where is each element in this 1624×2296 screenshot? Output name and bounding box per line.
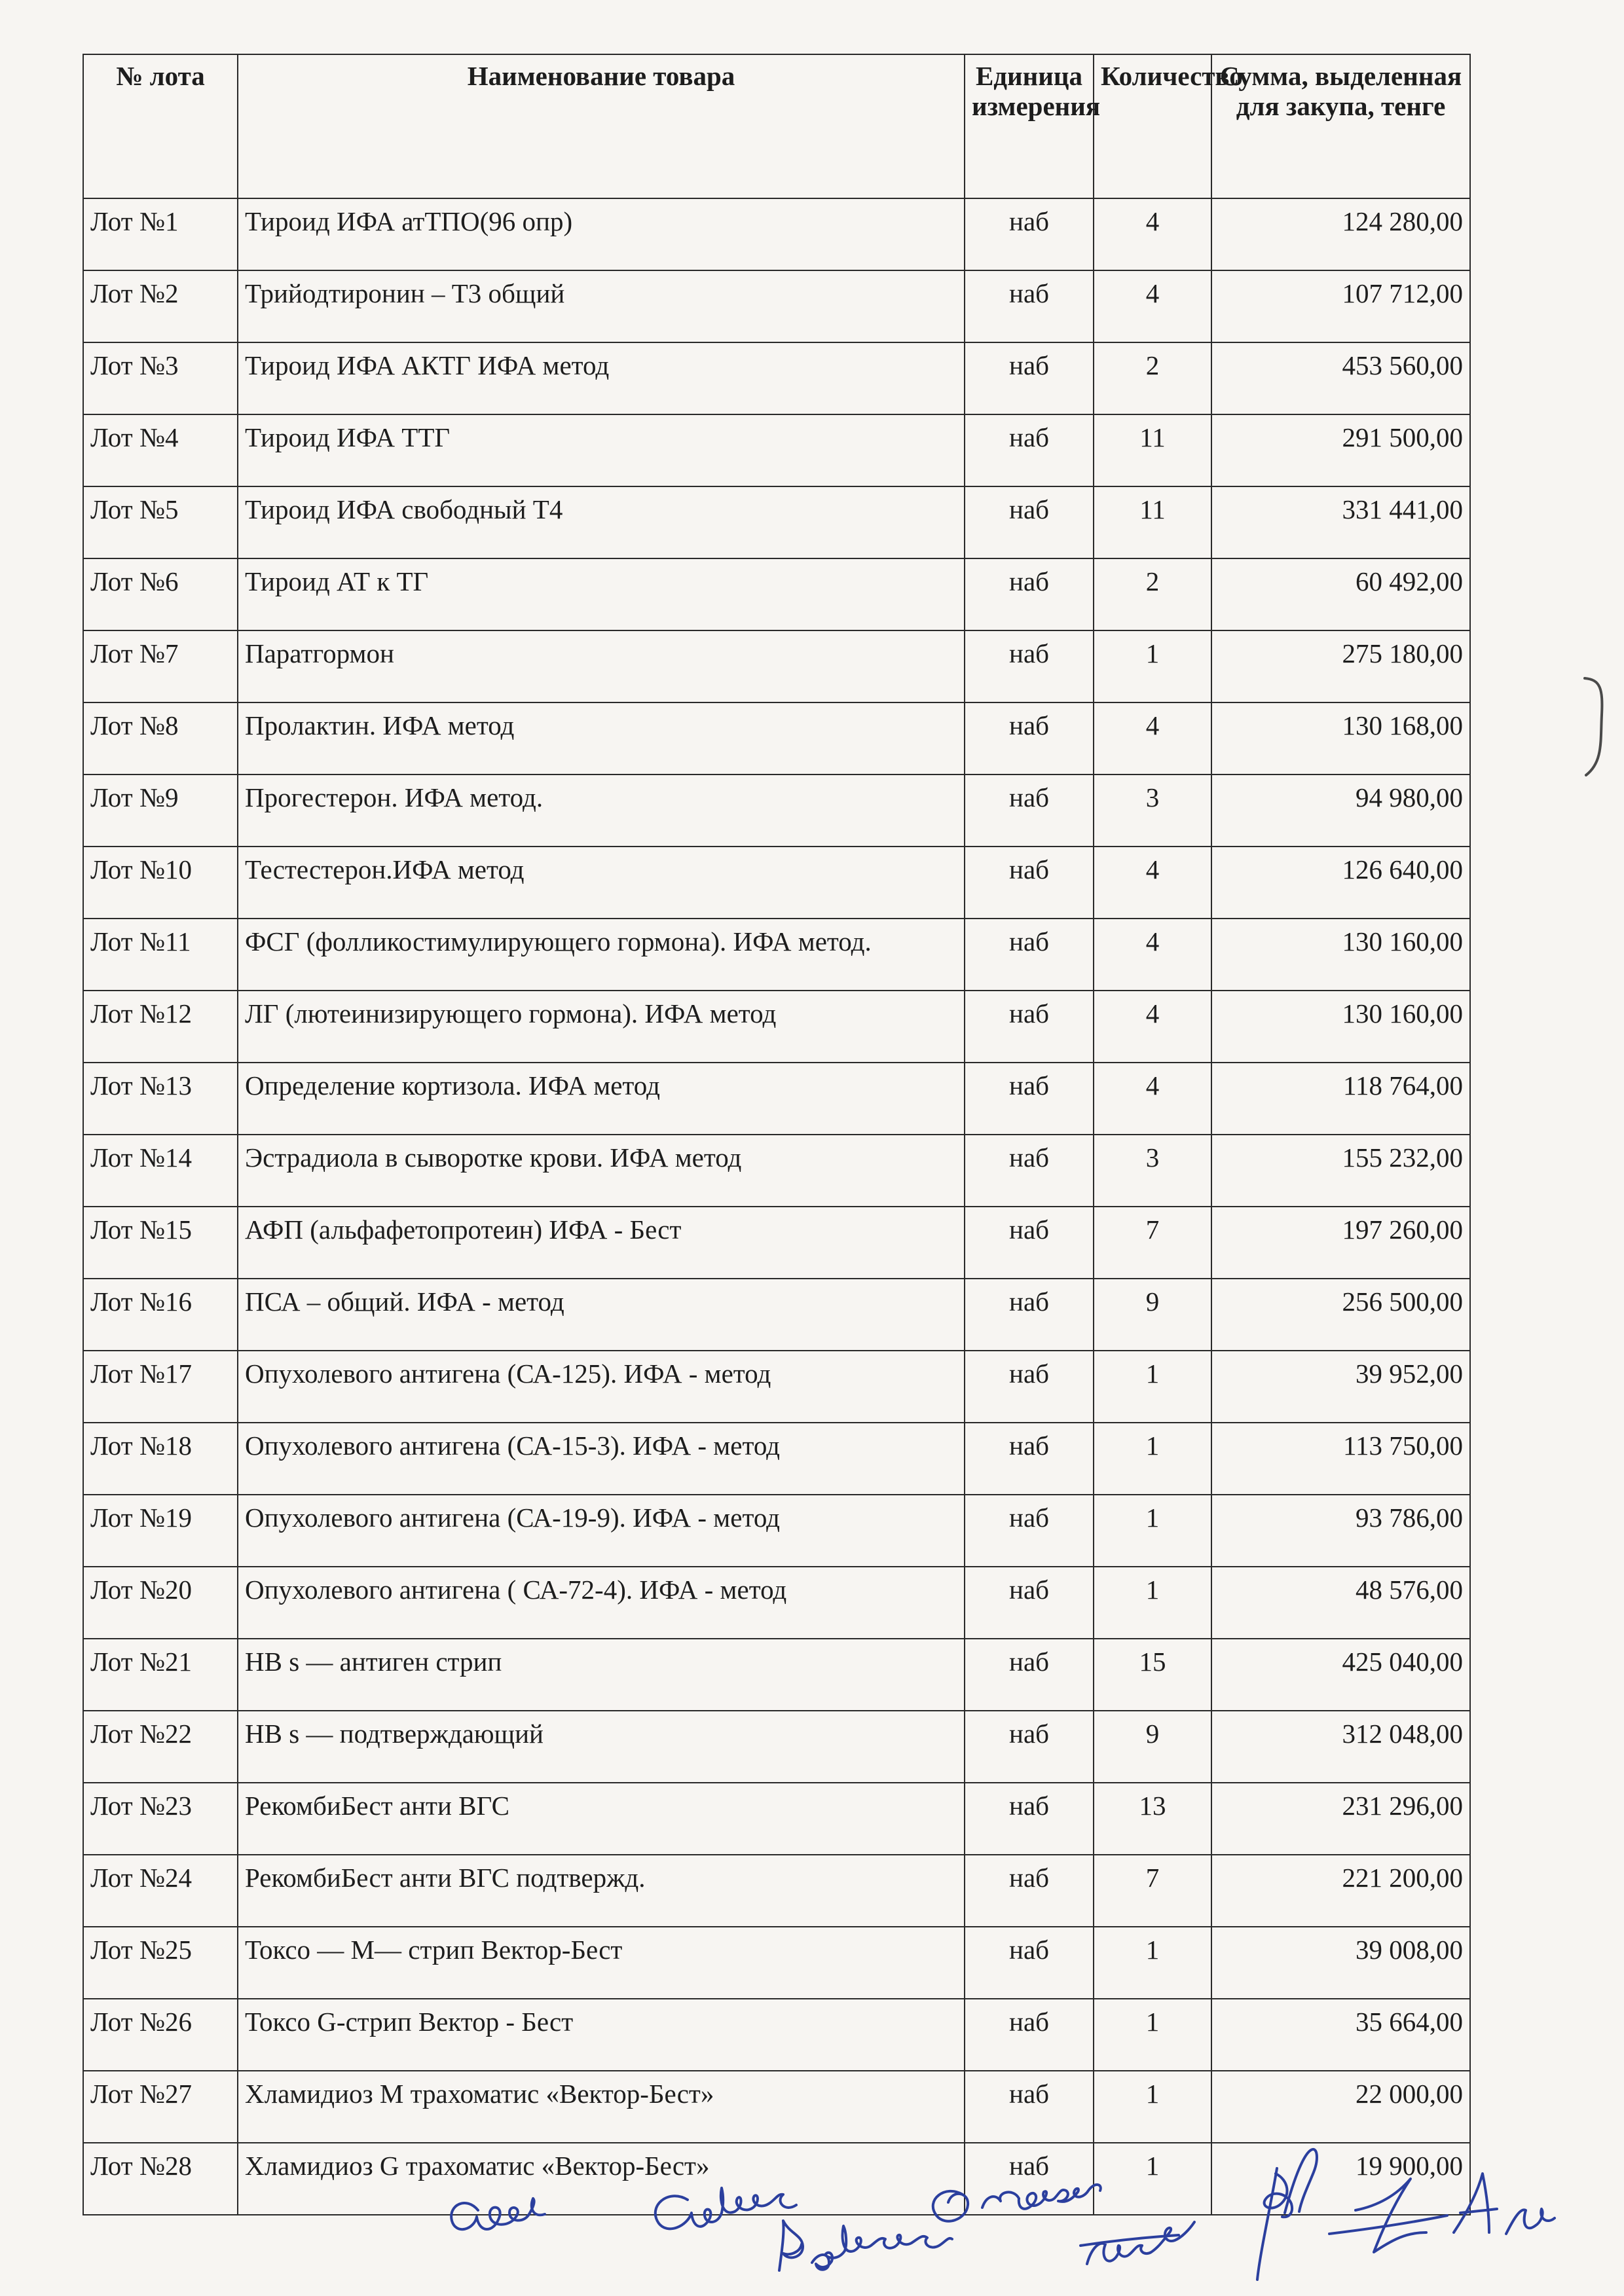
- table-row: [83, 1207, 1470, 1279]
- row-product-name: ЛГ (лютеинизирующего гормона). ИФА метод: [238, 991, 965, 1063]
- table-row: [83, 1999, 1470, 2071]
- row-unit: наб: [965, 1207, 1094, 1279]
- row-quantity: 4: [1094, 270, 1211, 342]
- row-unit: наб: [965, 2071, 1094, 2143]
- row-unit: наб: [965, 1423, 1094, 1495]
- row-quantity: 1: [1094, 1567, 1211, 1639]
- header-qty: Количество: [1094, 54, 1211, 198]
- row-lot-number: Лот №28: [83, 2143, 238, 2215]
- row-lot-number: Лот №16: [83, 1279, 238, 1351]
- row-amount: 19 900,00: [1211, 2143, 1470, 2215]
- row-product-name: Тироид ИФА свободный Т4: [238, 486, 965, 558]
- row-lot-number: Лот №14: [83, 1135, 238, 1207]
- table-row: [83, 1639, 1470, 1711]
- header-lot: № лота: [83, 54, 238, 198]
- row-amount: 126 640,00: [1211, 847, 1470, 919]
- row-lot-number: Лот №17: [83, 1351, 238, 1423]
- row-amount: 48 576,00: [1211, 1567, 1470, 1639]
- table-row: [83, 847, 1470, 919]
- row-unit: наб: [965, 919, 1094, 991]
- table-row: [83, 270, 1470, 342]
- row-product-name: Тироид ИФА ТТГ: [238, 414, 965, 486]
- row-amount: 39 008,00: [1211, 1927, 1470, 1999]
- row-quantity: 1: [1094, 1999, 1211, 2071]
- row-product-name: Пролактин. ИФА метод: [238, 702, 965, 774]
- row-unit: наб: [965, 630, 1094, 702]
- row-quantity: 4: [1094, 702, 1211, 774]
- row-lot-number: Лот №6: [83, 558, 238, 630]
- row-product-name: АФП (альфафетопротеин) ИФА - Бест: [238, 1207, 965, 1279]
- row-quantity: 2: [1094, 558, 1211, 630]
- row-product-name: Токсо G-стрип Вектор - Бест: [238, 1999, 965, 2071]
- margin-bracket-mark: [1581, 676, 1612, 778]
- row-amount: 118 764,00: [1211, 1063, 1470, 1135]
- row-unit: наб: [965, 1855, 1094, 1927]
- row-lot-number: Лот №15: [83, 1207, 238, 1279]
- row-product-name: Хламидиоз М трахоматис «Вектор-Бест»: [238, 2071, 965, 2143]
- table-row: [83, 414, 1470, 486]
- row-unit: наб: [965, 1495, 1094, 1567]
- table-body: [83, 198, 1470, 2215]
- table-row: [83, 1351, 1470, 1423]
- row-quantity: 7: [1094, 1855, 1211, 1927]
- row-product-name: Паратгормон: [238, 630, 965, 702]
- row-unit: наб: [965, 1351, 1094, 1423]
- row-unit: наб: [965, 1783, 1094, 1855]
- table-row: [83, 1063, 1470, 1135]
- row-unit: наб: [965, 991, 1094, 1063]
- row-unit: наб: [965, 702, 1094, 774]
- row-product-name: РекомбиБест анти ВГС: [238, 1783, 965, 1855]
- row-unit: наб: [965, 1567, 1094, 1639]
- row-unit: наб: [965, 414, 1094, 486]
- row-amount: 35 664,00: [1211, 1999, 1470, 2071]
- table-row: [83, 774, 1470, 847]
- table-row: [83, 1135, 1470, 1207]
- row-lot-number: Лот №10: [83, 847, 238, 919]
- table-row: [83, 702, 1470, 774]
- row-quantity: 1: [1094, 1927, 1211, 1999]
- row-unit: наб: [965, 342, 1094, 414]
- row-quantity: 4: [1094, 1063, 1211, 1135]
- row-lot-number: Лот №22: [83, 1711, 238, 1783]
- row-unit: наб: [965, 2143, 1094, 2215]
- row-quantity: 9: [1094, 1711, 1211, 1783]
- row-quantity: 4: [1094, 991, 1211, 1063]
- row-quantity: 7: [1094, 1207, 1211, 1279]
- table-row: [83, 1783, 1470, 1855]
- row-amount: 231 296,00: [1211, 1783, 1470, 1855]
- row-amount: 130 160,00: [1211, 919, 1470, 991]
- row-quantity: 15: [1094, 1639, 1211, 1711]
- row-amount: 155 232,00: [1211, 1135, 1470, 1207]
- row-unit: наб: [965, 1711, 1094, 1783]
- row-lot-number: Лот №23: [83, 1783, 238, 1855]
- row-amount: 124 280,00: [1211, 198, 1470, 270]
- row-amount: 275 180,00: [1211, 630, 1470, 702]
- row-unit: наб: [965, 774, 1094, 847]
- row-product-name: Тироид ИФА атТПО(96 опр): [238, 198, 965, 270]
- row-product-name: НВ s — антиген стрип: [238, 1639, 965, 1711]
- row-lot-number: Лот №19: [83, 1495, 238, 1567]
- row-quantity: 4: [1094, 919, 1211, 991]
- table-row: [83, 630, 1470, 702]
- row-lot-number: Лот №2: [83, 270, 238, 342]
- table-row: [83, 2071, 1470, 2143]
- row-amount: 221 200,00: [1211, 1855, 1470, 1927]
- header-unit: Единица измерения: [965, 54, 1094, 198]
- row-quantity: 3: [1094, 774, 1211, 847]
- row-product-name: Хламидиоз G трахоматис «Вектор-Бест»: [238, 2143, 965, 2215]
- row-product-name: Определение кортизола. ИФА метод: [238, 1063, 965, 1135]
- row-lot-number: Лот №25: [83, 1927, 238, 1999]
- table-header-row: [83, 54, 1470, 198]
- row-quantity: 1: [1094, 2143, 1211, 2215]
- row-quantity: 1: [1094, 1495, 1211, 1567]
- row-amount: 93 786,00: [1211, 1495, 1470, 1567]
- row-product-name: Опухолевого антигена (СА-19-9). ИФА - метод: [238, 1495, 965, 1567]
- row-lot-number: Лот №26: [83, 1999, 238, 2071]
- row-product-name: Токсо — М— стрип Вектор-Бест: [238, 1927, 965, 1999]
- row-amount: 60 492,00: [1211, 558, 1470, 630]
- row-lot-number: Лот №7: [83, 630, 238, 702]
- row-lot-number: Лот №1: [83, 198, 238, 270]
- table-row: [83, 1855, 1470, 1927]
- row-unit: наб: [965, 1999, 1094, 2071]
- header-name: Наименование товара: [238, 54, 965, 198]
- row-amount: 312 048,00: [1211, 1711, 1470, 1783]
- row-lot-number: Лот №21: [83, 1639, 238, 1711]
- row-quantity: 3: [1094, 1135, 1211, 1207]
- row-amount: 22 000,00: [1211, 2071, 1470, 2143]
- row-unit: наб: [965, 1639, 1094, 1711]
- row-product-name: Опухолевого антигена (СА-125). ИФА - метод: [238, 1351, 965, 1423]
- row-unit: наб: [965, 270, 1094, 342]
- row-quantity: 11: [1094, 486, 1211, 558]
- row-unit: наб: [965, 1135, 1094, 1207]
- row-product-name: Опухолевого антигена (СА-15-3). ИФА - метод: [238, 1423, 965, 1495]
- row-unit: наб: [965, 847, 1094, 919]
- row-amount: 107 712,00: [1211, 270, 1470, 342]
- row-quantity: 1: [1094, 2071, 1211, 2143]
- row-lot-number: Лот №5: [83, 486, 238, 558]
- row-lot-number: Лот №20: [83, 1567, 238, 1639]
- row-lot-number: Лот №8: [83, 702, 238, 774]
- row-lot-number: Лот №3: [83, 342, 238, 414]
- table-row: [83, 558, 1470, 630]
- row-amount: 113 750,00: [1211, 1423, 1470, 1495]
- header-sum: Сумма, выделенная для закупа, тенге: [1211, 54, 1470, 198]
- table-row: [83, 198, 1470, 270]
- table-row: [83, 486, 1470, 558]
- row-amount: 331 441,00: [1211, 486, 1470, 558]
- row-quantity: 1: [1094, 630, 1211, 702]
- row-amount: 425 040,00: [1211, 1639, 1470, 1711]
- row-lot-number: Лот №11: [83, 919, 238, 991]
- table-row: [83, 342, 1470, 414]
- table-row: [83, 1495, 1470, 1567]
- row-amount: 291 500,00: [1211, 414, 1470, 486]
- row-quantity: 11: [1094, 414, 1211, 486]
- table-row: [83, 919, 1470, 991]
- row-quantity: 4: [1094, 198, 1211, 270]
- row-quantity: 1: [1094, 1423, 1211, 1495]
- row-quantity: 4: [1094, 847, 1211, 919]
- table-row: [83, 1423, 1470, 1495]
- row-lot-number: Лот №18: [83, 1423, 238, 1495]
- row-product-name: Прогестерон. ИФА метод.: [238, 774, 965, 847]
- lots-table: [83, 54, 1471, 2215]
- row-product-name: НВ s — подтверждающий: [238, 1711, 965, 1783]
- row-quantity: 9: [1094, 1279, 1211, 1351]
- table-row: [83, 1567, 1470, 1639]
- row-lot-number: Лот №13: [83, 1063, 238, 1135]
- row-unit: наб: [965, 558, 1094, 630]
- table-row: [83, 1711, 1470, 1783]
- row-lot-number: Лот №9: [83, 774, 238, 847]
- row-amount: 453 560,00: [1211, 342, 1470, 414]
- row-product-name: Эстрадиола в сыворотке крови. ИФА метод: [238, 1135, 965, 1207]
- row-product-name: Тироид АТ к ТГ: [238, 558, 965, 630]
- table-row: [83, 991, 1470, 1063]
- row-product-name: Опухолевого антигена ( СА-72-4). ИФА - метод: [238, 1567, 965, 1639]
- row-lot-number: Лот №4: [83, 414, 238, 486]
- row-unit: наб: [965, 198, 1094, 270]
- row-amount: 94 980,00: [1211, 774, 1470, 847]
- row-unit: наб: [965, 1279, 1094, 1351]
- row-product-name: ФСГ (фолликостимулирующего гормона). ИФА метод.: [238, 919, 965, 991]
- row-product-name: Тестестерон.ИФА метод: [238, 847, 965, 919]
- row-quantity: 13: [1094, 1783, 1211, 1855]
- row-amount: 39 952,00: [1211, 1351, 1470, 1423]
- row-product-name: РекомбиБест анти ВГС подтвержд.: [238, 1855, 965, 1927]
- row-unit: наб: [965, 1927, 1094, 1999]
- row-unit: наб: [965, 486, 1094, 558]
- row-amount: 197 260,00: [1211, 1207, 1470, 1279]
- row-lot-number: Лот №12: [83, 991, 238, 1063]
- row-product-name: Трийодтиронин – Т3 общий: [238, 270, 965, 342]
- row-quantity: 2: [1094, 342, 1211, 414]
- row-amount: 130 160,00: [1211, 991, 1470, 1063]
- row-lot-number: Лот №27: [83, 2071, 238, 2143]
- row-amount: 130 168,00: [1211, 702, 1470, 774]
- row-lot-number: Лот №24: [83, 1855, 238, 1927]
- signatures-handwritten: [0, 2147, 1624, 2296]
- table-row: [83, 1927, 1470, 1999]
- row-product-name: Тироид ИФА АКТГ ИФА метод: [238, 342, 965, 414]
- row-amount: 256 500,00: [1211, 1279, 1470, 1351]
- row-product-name: ПСА – общий. ИФА - метод: [238, 1279, 965, 1351]
- row-unit: наб: [965, 1063, 1094, 1135]
- table-row: [83, 1279, 1470, 1351]
- row-quantity: 1: [1094, 1351, 1211, 1423]
